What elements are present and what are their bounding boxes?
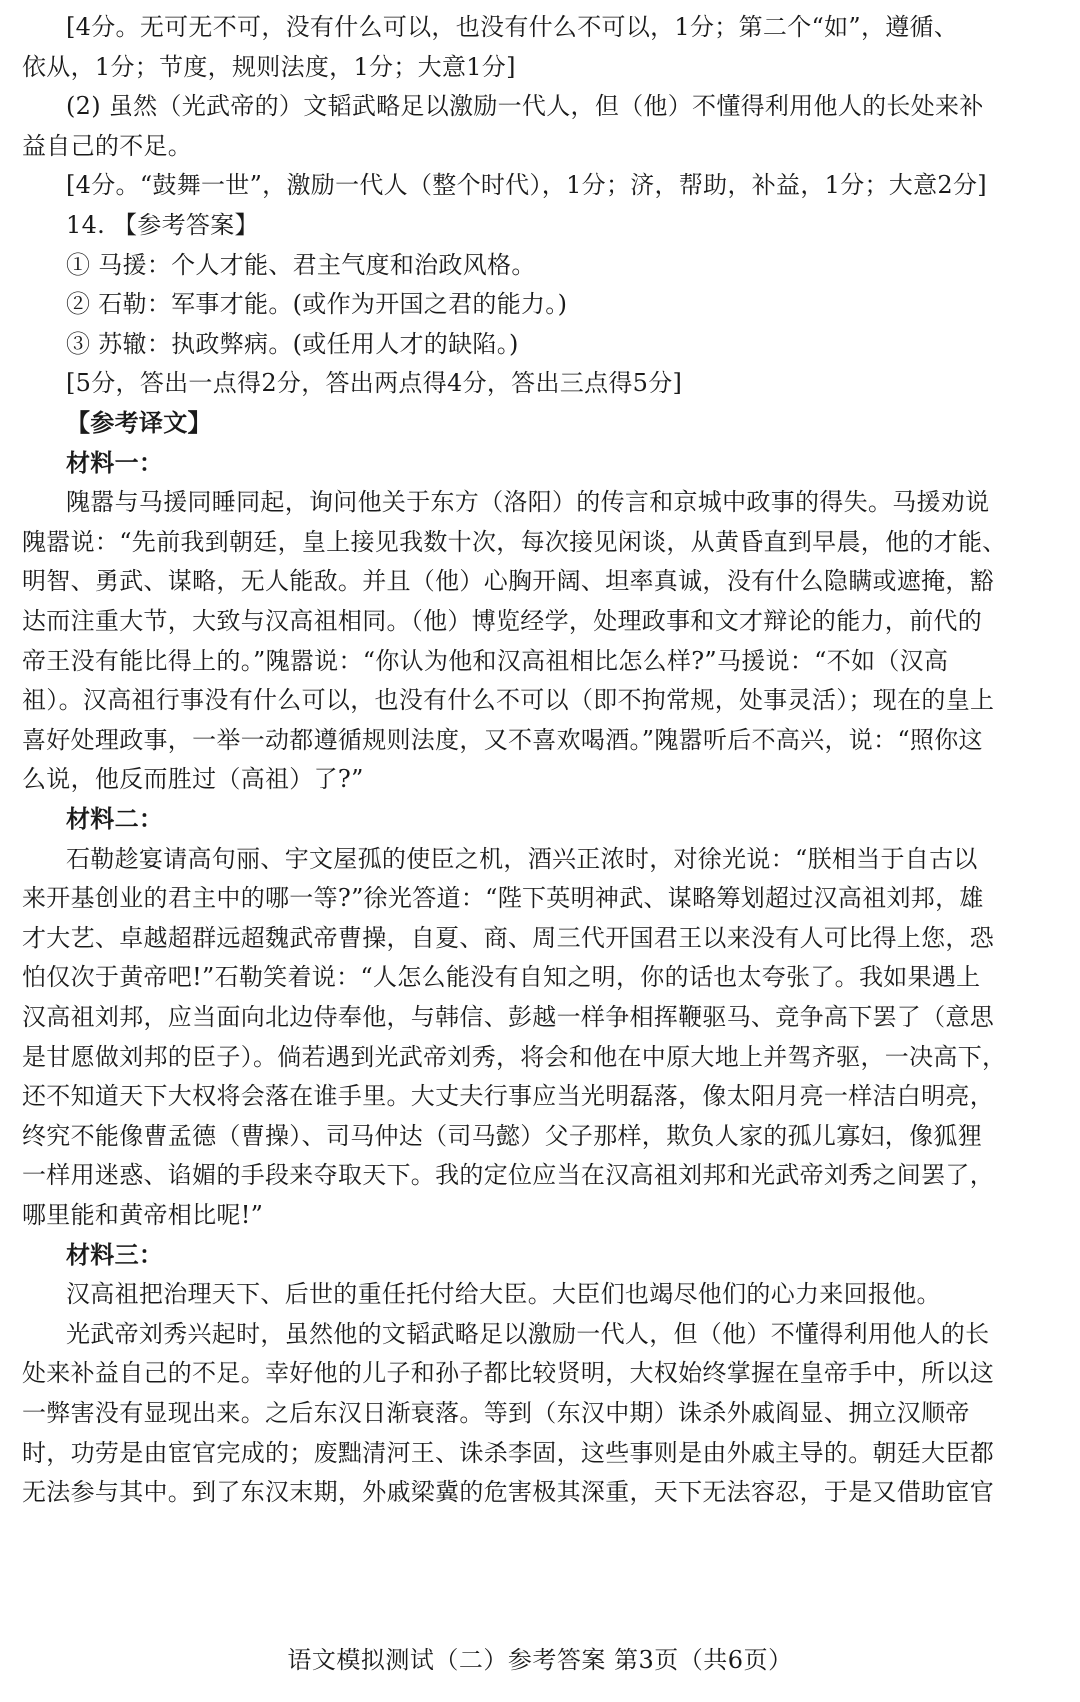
text-line: 一弊害没有显现出来。之后东汉日渐衰落。等到（东汉中期）诛杀外戚阎显、拥立汉顺帝 xyxy=(22,1399,970,1427)
text-line: 汉高祖把治理天下、后世的重任托付给大臣。大臣们也竭尽他们的心力来回报他。 xyxy=(66,1280,941,1309)
text-line: 来开基创业的君主中的哪一等?”徐光答道：“陛下英明神武、谋略筹划超过汉高祖刘邦，雄 xyxy=(22,884,984,913)
text-line: 汉高祖刘邦，应当面向北边侍奉他，与韩信、彭越一样争相挥鞭驱马、竞争高下罢了（意思 xyxy=(22,1003,994,1031)
text-line: 光武帝刘秀兴起时，虽然他的文韬武略足以激励一代人，但（他）不懂得利用他人的长 xyxy=(66,1319,990,1348)
text-line: ① 马援：个人才能、君主气度和治政风格。 xyxy=(66,250,536,279)
section-heading: 材料一： xyxy=(66,447,164,477)
text-line: 是甘愿做刘邦的臣子）。倘若遇到光武帝刘秀，将会和他在中原大地上并驾齐驱，一决高下， xyxy=(22,1042,1007,1071)
text-line: 14. 【参考答案】 xyxy=(66,211,259,239)
text-line: 还不知道天下大权将会落在谁手里。大丈夫行事应当光明磊落，像太阳月亮一样洁白明亮， xyxy=(22,1082,994,1111)
text-line: 才大艺、卓越超群远超魏武帝曹操，自夏、商、周三代开国君王以来没有人可比得上您，恐 xyxy=(22,923,994,952)
text-line: 明智、勇武、谋略，无人能敌。并且（他）心胸开阔、坦率真诚，没有什么隐瞒或遮掩，豁 xyxy=(22,567,994,596)
text-line: 终究不能像曹孟德（曹操）、司马仲达（司马懿）父子那样，欺负人家的孤儿寡妇，像狐狸 xyxy=(22,1121,982,1150)
text-line: [4分。“鼓舞一世”，激励一代人（整个时代），1分；济，帮助，补益，1分；大意2分] xyxy=(66,171,987,200)
text-line: 隗嚣与马援同睡同起，询问他关于东方（洛阳）的传言和京城中政事的得失。马援劝说 xyxy=(66,488,990,517)
text-line: 隗嚣说：“先前我到朝廷，皇上接见我数十次，每次接见闲谈，从黄昏直到早晨，他的才能、 xyxy=(22,527,1007,556)
text-line: 时，功劳是由宦官完成的；废黜清河王、诛杀李固，这些事则是由外戚主导的。朝廷大臣都 xyxy=(22,1438,994,1467)
text-line: 一样用迷惑、谄媚的手段来夺取天下。我的定位应当在汉高祖刘邦和光武帝刘秀之间罢了， xyxy=(22,1161,994,1190)
text-line: 喜好处理政事，一举一动都遵循规则法度，又不喜欢喝酒。”隗嚣听后不高兴，说：“照你这 xyxy=(22,725,983,754)
text-line: 帝王没有能比得上的。”隗嚣说：“你认为他和汉高祖相比怎么样?”马援说：“不如（汉高 xyxy=(22,646,949,675)
text-line: 哪里能和黄帝相比呢!” xyxy=(22,1201,264,1229)
text-line: 依从，1分；节度，规则法度，1分；大意1分] xyxy=(22,52,516,81)
text-line: 益自己的不足。 xyxy=(22,131,193,160)
text-line: ③ 苏辙：执政弊病。(或任用人才的缺陷。) xyxy=(66,329,519,358)
text-line: [5分，答出一点得2分，答出两点得4分，答出三点得5分] xyxy=(66,369,683,398)
text-line: 怕仅次于黄帝吧!”石勒笑着说：“人怎么能没有自知之明，你的话也太夸张了。我如果遇上 xyxy=(22,963,981,992)
section-heading: 材料三： xyxy=(66,1239,164,1269)
text-line: 么说，他反而胜过（高祖）了?” xyxy=(22,765,364,794)
text-line: (2) 虽然（光武帝的）文韬武略足以激励一代人，但（他）不懂得利用他人的长处来补 xyxy=(66,92,984,121)
text-line: 处来补益自己的不足。幸好他的儿子和孙子都比较贤明，大权始终掌握在皇帝手中，所以这 xyxy=(22,1359,994,1388)
section-heading: 【参考译文】 xyxy=(66,408,212,437)
section-heading: 材料二： xyxy=(66,804,164,833)
page-footer: 语文模拟测试（二）参考答案 第3页（共6页） xyxy=(287,1646,793,1674)
text-line: 达而注重大节，大致与汉高祖相同。（他）博览经学，处理政事和文才辩论的能力，前代的 xyxy=(22,607,982,635)
text-line: ② 石勒：军事才能。(或作为开国之君的能力。) xyxy=(66,290,568,319)
text-line: [4分。无可无不可，没有什么可以，也没有什么不可以，1分；第二个“如”，遵循、 xyxy=(66,13,959,41)
text-line: 无法参与其中。到了东汉末期，外戚梁冀的危害极其深重，天下无法容忍，于是又借助宦官 xyxy=(22,1478,994,1507)
text-line: 祖）。汉高祖行事没有什么可以，也没有什么不可以（即不拘常规，处事灵活）；现在的皇上 xyxy=(22,686,995,715)
text-line: 石勒趁宴请高句丽、宇文屋孤的使臣之机，酒兴正浓时，对徐光说：“朕相当于自古以 xyxy=(66,844,978,873)
